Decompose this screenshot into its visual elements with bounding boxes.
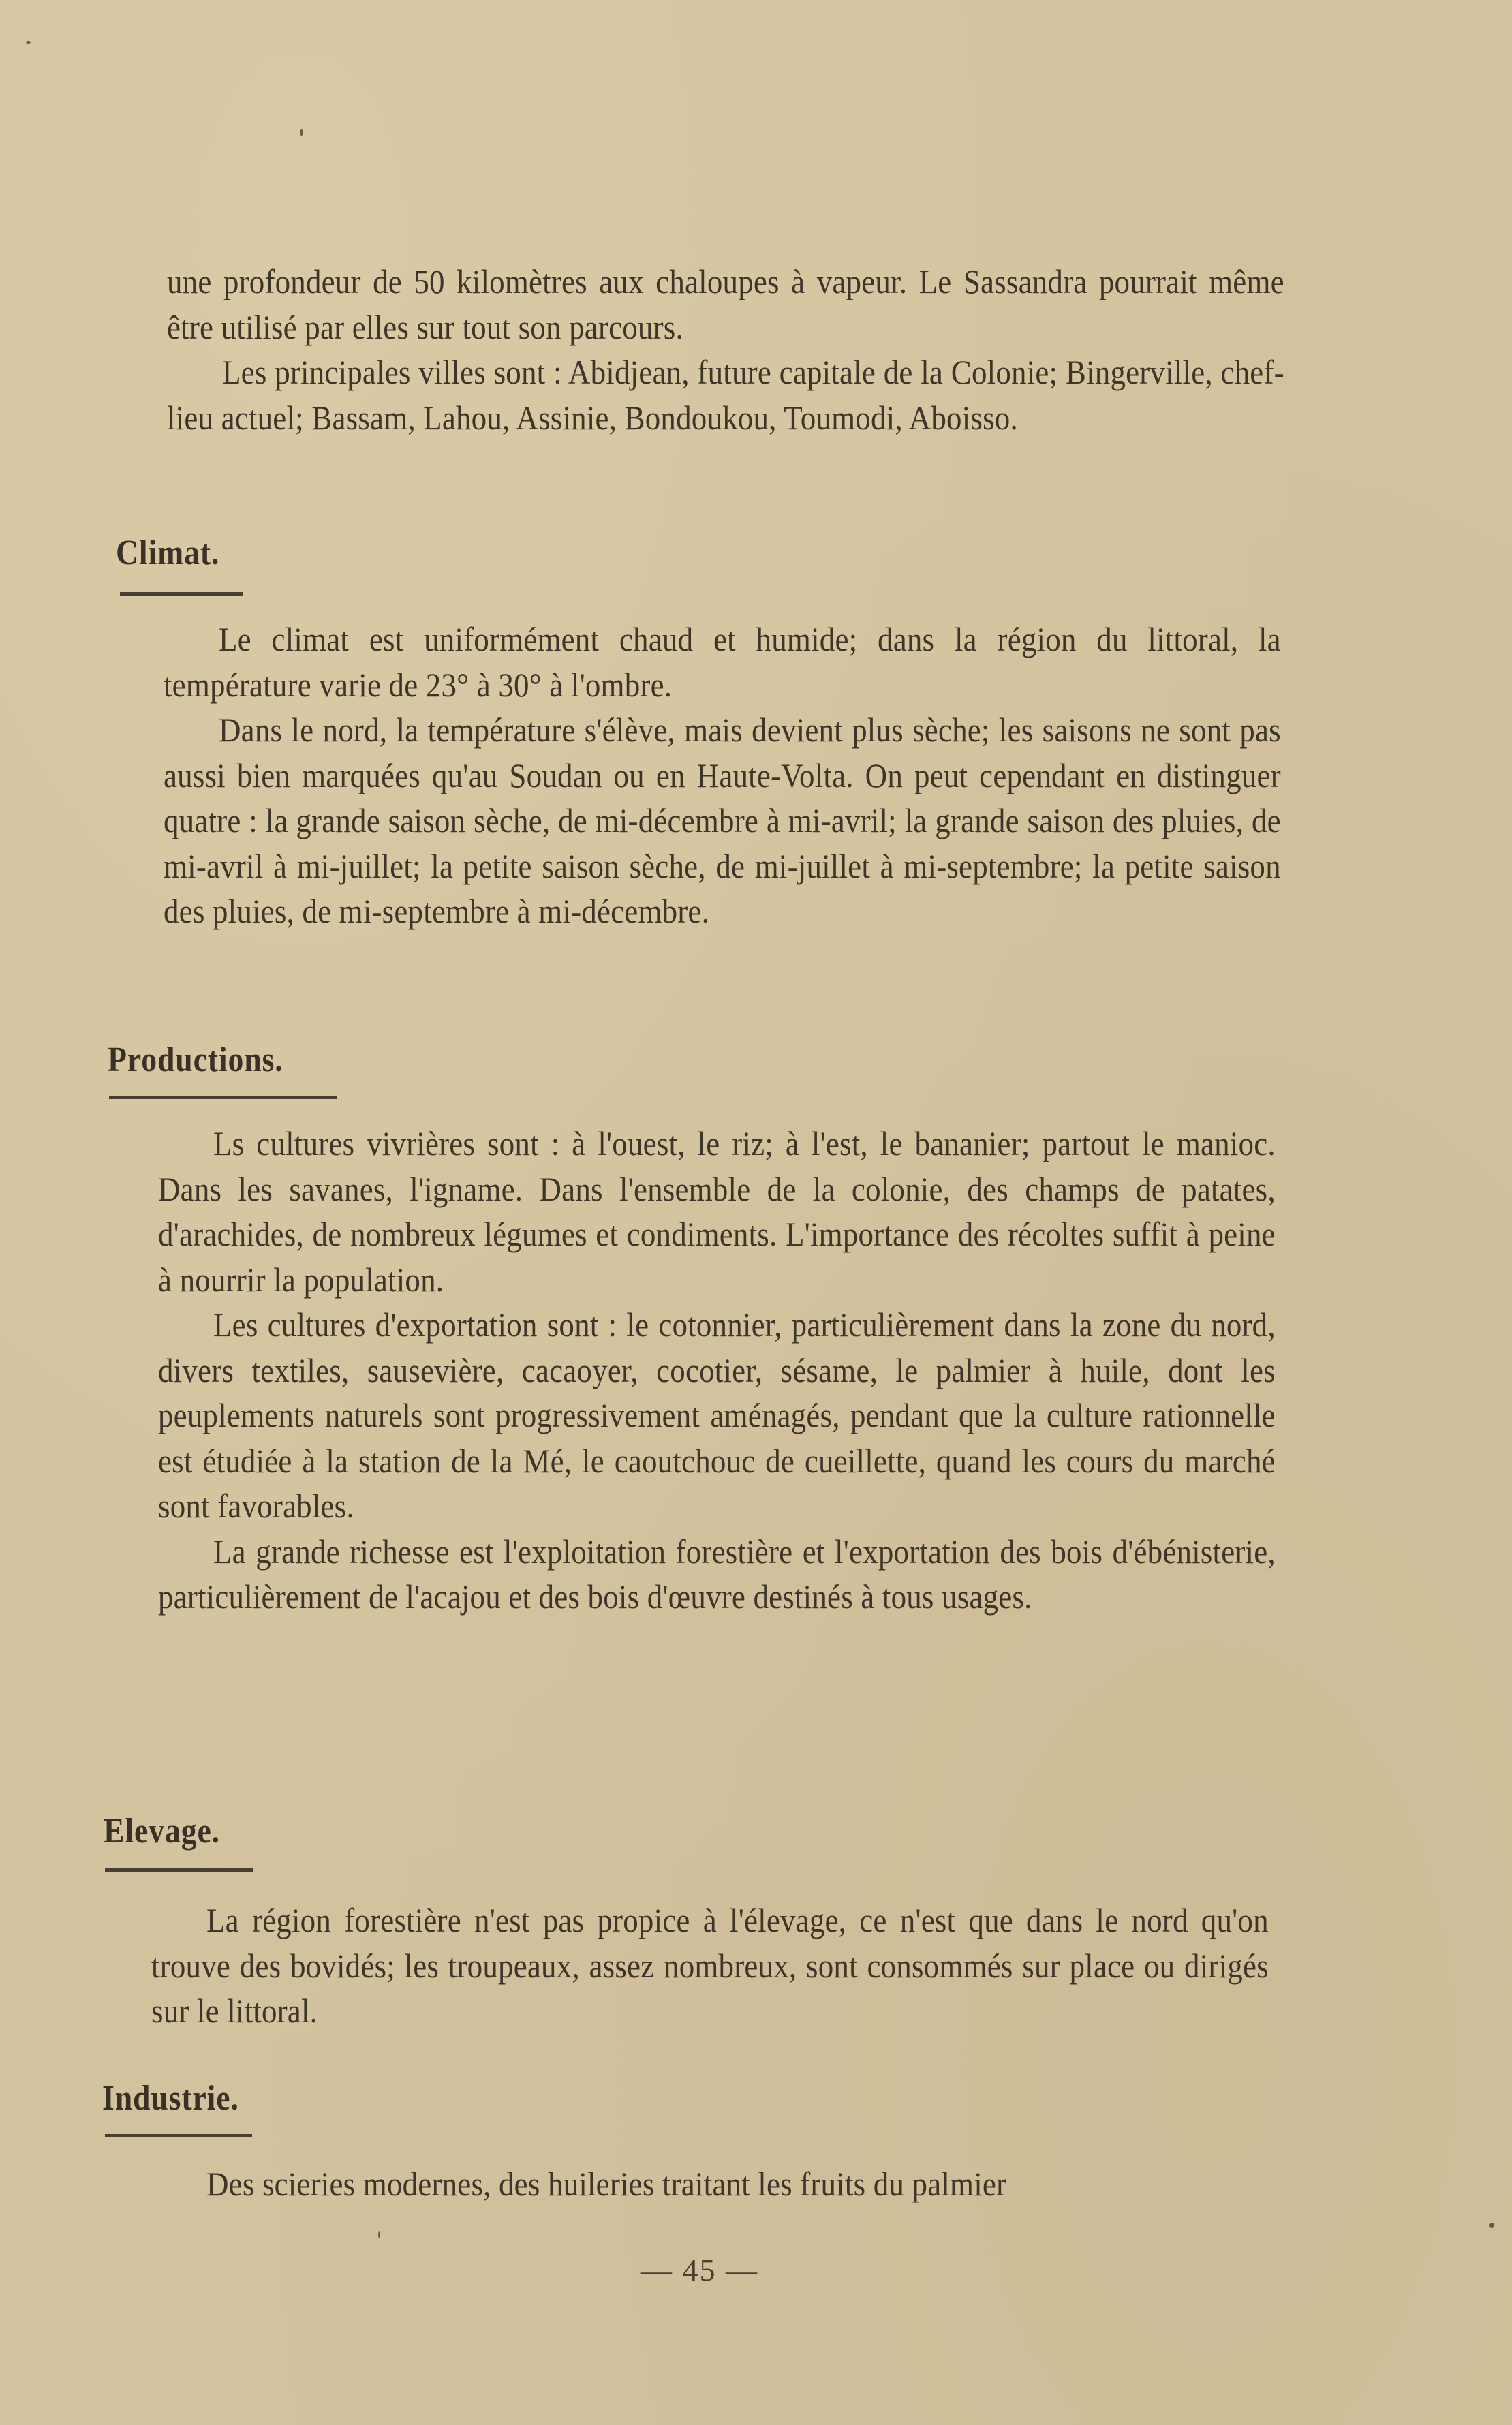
- paper-speck: [378, 2231, 380, 2238]
- section-climat-text: [164, 617, 1281, 934]
- section-heading-industrie: Industrie.: [102, 2079, 239, 2118]
- paragraph: Le climat est uniformément chaud et humide; dans la région du littoral, la température varie de 23° à 30° à l'ombre.: [164, 620, 1281, 704]
- paper-speck: [300, 129, 303, 136]
- heading-underline: [105, 2134, 252, 2137]
- intro-text: [167, 259, 1284, 440]
- paragraph: Des scieries modernes, des huileries traitant les fruits du palmier: [206, 2165, 1007, 2203]
- section-productions-text: [158, 1121, 1276, 1620]
- page-number: — 45 —: [641, 2253, 758, 2287]
- section-heading-elevage: Elevage.: [104, 1812, 220, 1851]
- paper-speck: [1489, 2223, 1494, 2228]
- paper-speck: [26, 41, 31, 44]
- section-heading-productions: Productions.: [108, 1040, 283, 1079]
- paragraph: Ls cultures vivrières sont : à l'ouest, le riz; à l'est, le bananier; partout le manioc. Dans les savanes, l'igname. Dans l'ensemble de la colonie, des champs de patates, d'arachides, de nombreux légumes et condiments. L'importance des récoltes suffit à peine à nourrir la population.: [158, 1124, 1276, 1299]
- section-elevage-text: [151, 1898, 1269, 2034]
- paragraph: Dans le nord, la température s'élève, mais devient plus sèche; les saisons ne sont pas aussi bien marquées qu'au Soudan ou en Haute-Volta. On peut cependant en distinguer quatre : la grande saison sèche, de mi-décembre à mi-avril; la grande saison des pluies, de mi-avril à mi-juillet; la petite saison sèche, de mi-juillet à mi-septembre; la petite saison des pluies, de mi-septembre à mi-décembre.: [164, 711, 1281, 930]
- paragraph: La région forestière n'est pas propice à l'élevage, ce n'est que dans le nord qu'on trouve des bovidés; les troupeaux, assez nombreux, sont consommés sur place ou dirigés sur le littoral.: [151, 1901, 1269, 2030]
- section-heading-climat: Climat.: [116, 534, 220, 572]
- heading-underline: [120, 592, 243, 596]
- heading-underline: [109, 1096, 337, 1099]
- heading-underline: [105, 1868, 253, 1872]
- paragraph: une profondeur de 50 kilomètres aux chaloupes à vapeur. Le Sassandra pourrait même être utilisé par elles sur tout son parcours.: [167, 262, 1284, 346]
- paragraph: La grande richesse est l'exploitation forestière et l'exportation des bois d'ébénisterie, particulièrement de l'acajou et des bois d'œuvre destinés à tous usages.: [158, 1532, 1276, 1616]
- section-industrie-text: [151, 2161, 1269, 2207]
- paragraph: Les principales villes sont : Abidjean, future capitale de la Colonie; Bingerville, chef-lieu actuel; Bassam, Lahou, Assinie, Bondoukou, Toumodi, Aboisso.: [167, 353, 1284, 437]
- paragraph: Les cultures d'exportation sont : le cotonnier, particulièrement dans la zone du nord, divers textiles, sausevière, cacaoyer, cocotier, sésame, le palmier à huile, dont les peuplements naturels sont progressivement aménagés, pendant que la culture rationnelle est étudiée à la station de la Mé, le caoutchouc de cueillette, quand les cours du marché sont favorables.: [158, 1306, 1276, 1525]
